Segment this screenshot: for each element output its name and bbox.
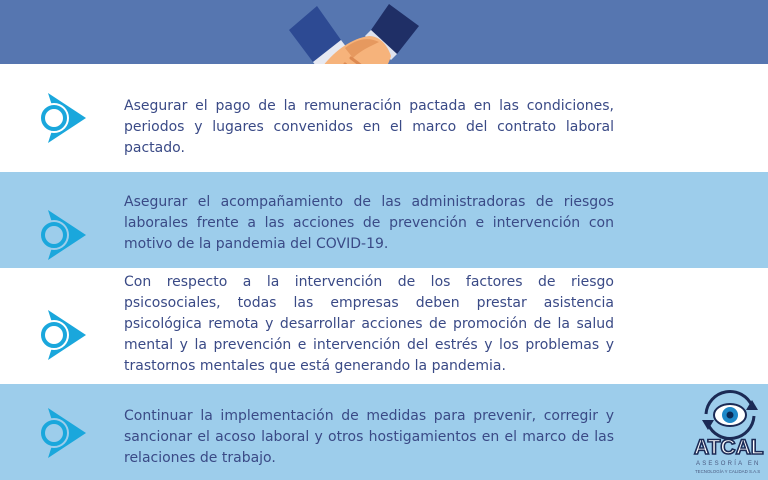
logo-wordmark: ATCAL <box>694 436 764 459</box>
item-band-2 <box>0 172 768 268</box>
circle-arrow-icon <box>36 91 90 145</box>
item-text-4: Continuar la implementación de medidas para prevenir, corregir y sancionar el acoso laboral y otros hostigamientos en el marco de las relaciones de trabajo. <box>124 408 614 466</box>
logo-tagline-2: TECNOLOGÍA Y CALIDAD S.A.S <box>695 469 761 474</box>
circle-arrow-icon <box>36 308 90 362</box>
item-text-1: Asegurar el pago de la remuneración pactada en las condiciones, periodos y lugares convenidos en el marco del contrato laboral pactado. <box>124 98 614 156</box>
circle-arrow-icon <box>36 208 90 262</box>
item-band-1 <box>0 64 768 172</box>
atcal-eye-logo <box>692 384 768 480</box>
item-text-2: Asegurar el acompañamiento de las administradoras de riesgos laborales frente a las acciones de prevención e intervención con motivo de la pandemia del COVID-19. <box>124 194 614 252</box>
logo-tagline-1: ASESORÍA EN <box>696 461 761 467</box>
item-band-3 <box>0 268 768 384</box>
item-band-4 <box>0 384 768 480</box>
item-text-3: Con respecto a la intervención de los factores de riesgo psicosociales, todas las empresas deben prestar asistencia psicológica remota y desarrollar acciones de promoción de la salud mental y la prevención e intervención del estrés y los problemas y trastornos mentales que está generando la pandemia. <box>124 274 614 374</box>
circle-arrow-icon <box>36 406 90 460</box>
